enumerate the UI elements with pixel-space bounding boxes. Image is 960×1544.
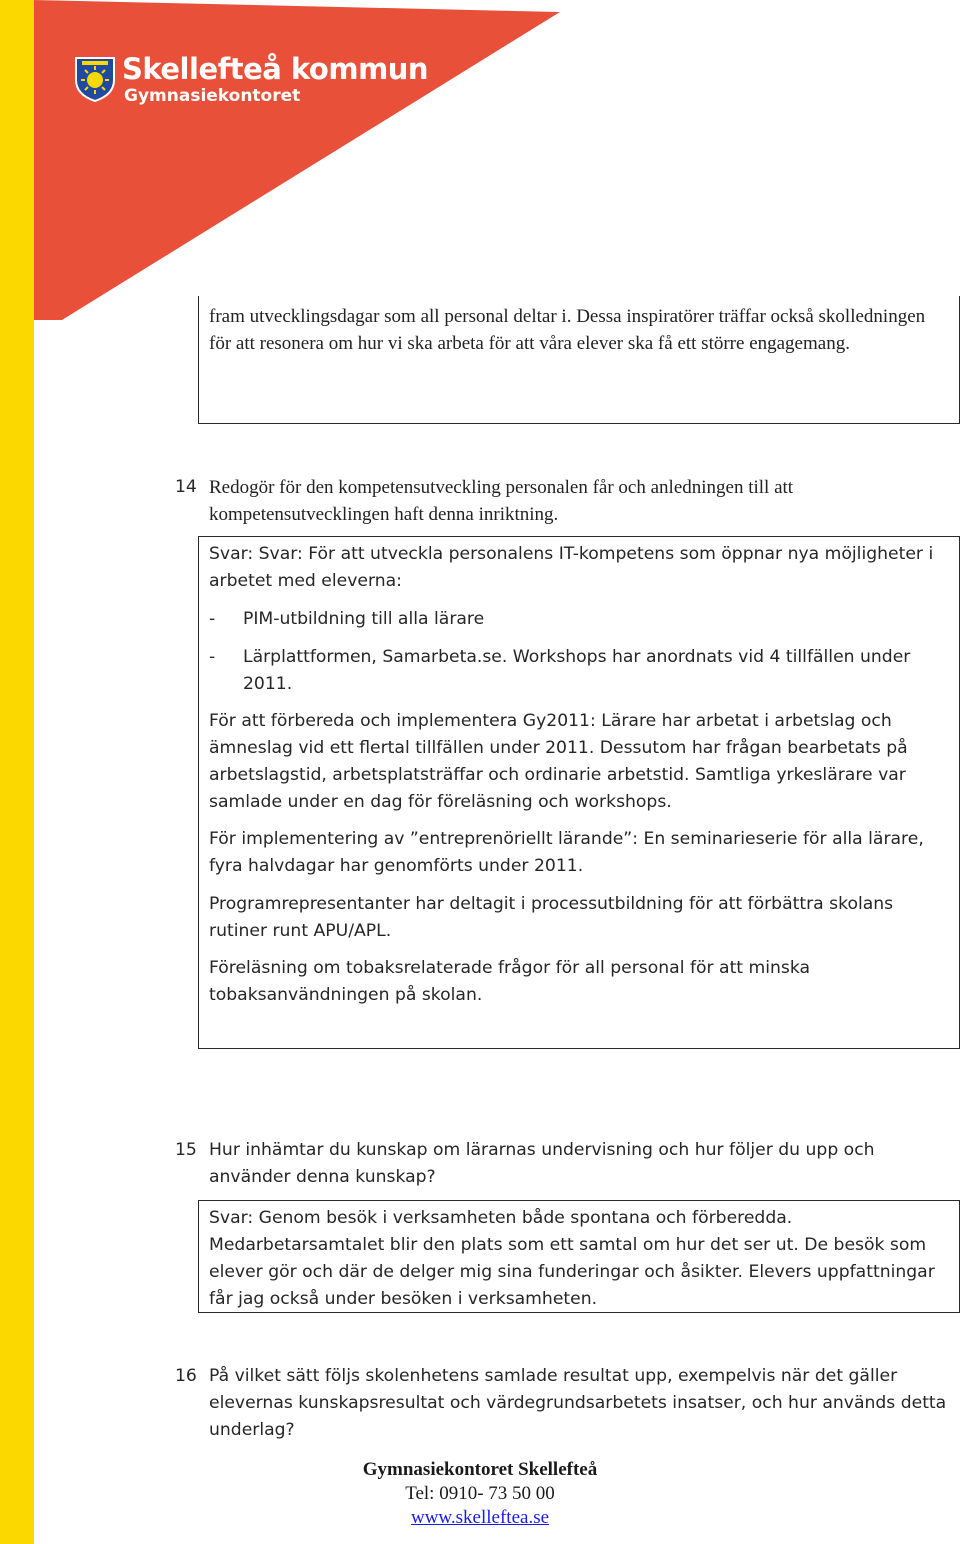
- footer-org-name: Gymnasiekontoret Skellefteå: [362, 1459, 598, 1480]
- question-number-16: 16: [175, 1366, 197, 1386]
- answer-15-text: Svar: Genom besök i verksamheten både spontana och förberedda. Medarbetarsamtalet blir den plats som ett samtal om hur det ser ut. De besök som elever gör och där de delger mig sina funderingar och åsikter. Elevers uppfattningar får jag också under besöken i verksamheten.: [209, 1208, 935, 1309]
- footer-website-link[interactable]: www.skelleftea.se: [410, 1507, 550, 1528]
- brand-subtitle: Gymnasiekontoret: [124, 86, 301, 106]
- answer-14-intro: Svar: Svar: För att utveckla personalens IT-kompetens som öppnar nya möjligheter i arbetet med eleverna:: [209, 544, 934, 591]
- question-15-text: Hur inhämtar du kunskap om lärarnas undervisning och hur följer du upp och använder denna kunskap?: [209, 1140, 875, 1187]
- question-14-text: Redogör för den kompetensutveckling personalen får och anledningen till att kompetensutvecklingen haft denna inriktning.: [209, 477, 794, 525]
- coat-of-arms-icon: [74, 56, 116, 102]
- question-number-15: 15: [175, 1140, 197, 1160]
- bullet-dash: -: [209, 647, 216, 667]
- header-graphic: [0, 0, 960, 320]
- continued-answer-text: fram utvecklingsdagar som all personal deltar i. Dessa inspiratörer träffar också skolledningen för att resonera om hur vi ska arbeta för att våra elever ska få ett större engagemang.: [209, 306, 926, 354]
- bullet-item-larplattform: Lärplattformen, Samarbeta.se. Workshops har anordnats vid 4 tillfällen under 2011.: [243, 647, 911, 694]
- question-number-14: 14: [175, 477, 197, 497]
- answer-14-paragraph: För att förbereda och implementera Gy2011: Lärare har arbetat i arbetslag och ämneslag vid ett flertal tillfällen under 2011. Dessutom har frågan bearbetats på arbetslagstid, arbetsplatsträffar och ordinarie arbetstid. Samtliga yrkeslärare var samlade under en dag för föreläsning och workshops.: [209, 711, 908, 812]
- bullet-item-pim: PIM-utbildning till alla lärare: [243, 609, 485, 629]
- footer-phone: Tel: 0910- 73 50 00: [405, 1483, 555, 1504]
- answer-14-paragraph: Programrepresentanter har deltagit i processutbildning för att förbättra skolans rutiner runt APU/APL.: [209, 894, 894, 941]
- brand-name: Skellefteå kommun: [122, 52, 429, 86]
- red-wedge: [34, 0, 560, 320]
- header-banner: [0, 0, 960, 320]
- answer-14-paragraph: Föreläsning om tobaksrelaterade frågor för all personal för att minska tobaksanvändningen på skolan.: [209, 958, 811, 1005]
- question-16-text: På vilket sätt följs skolenhetens samlade resultat upp, exempelvis när det gäller elevernas kunskapsresultat och värdegrundsarbetets insatser, och hur används detta underlag?: [209, 1366, 947, 1440]
- bullet-dash: -: [209, 609, 216, 629]
- answer-14-paragraph: För implementering av ”entreprenöriellt lärande”: En seminarieserie för alla lärare, fyra halvdagar har genomförts under 2011.: [209, 829, 924, 876]
